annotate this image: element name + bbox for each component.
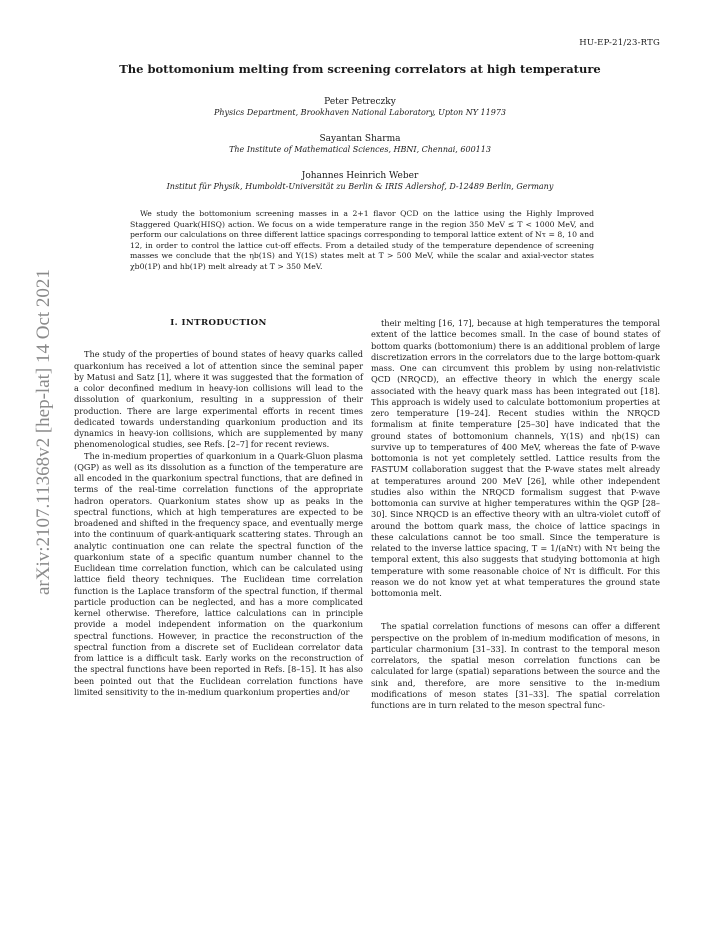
author-name-1: Peter Petreczky	[324, 97, 396, 107]
section-heading: I. INTRODUCTION	[170, 318, 267, 328]
paragraph: The study of the properties of bound states of heavy quarks called quarkonium has received a lot of attention since the seminal paper by Matusi and Satz [1], where it was suggested that the formation of a color deconfined medium in heavy-ion collisions will lead to the dissolution of quarkonium, resulting in a suppression of their production. There are large experimental efforts in recent times dedicated towards understanding quarkonium production and its dynamics in heavy-ion collisions, which are supplemented by many phenomenological studies, see Refs. [2–7] for recent reviews.	[74, 349, 363, 450]
author-affiliation-3: Institut für Physik, Humboldt-Universität zu Berlin & IRIS Adlershof, D-12489 Berlin, Germany	[166, 182, 554, 191]
paragraph-gap	[371, 599, 660, 621]
paragraph: The spatial correlation functions of mesons can offer a different perspective on the problem of in-medium modification of mesons, in particular charmonium [31–33]. In contrast to the temporal meson correlators, the spatial meson correlation functions can be calculated for large (spatial) separations between the source and the sink and, therefore, are more sensitive to the in-medium modifications of meson states [31–33]. The spatial correlation functions are in turn related to the meson spectral func-	[371, 621, 660, 710]
abstract: We study the bottomonium screening masses in a 2+1 flavor QCD on the lattice using the Highly Improved Staggered Quark(HISQ) action. We focus on a wide temperature range in the region 350 MeV ≤ T < 1000 MeV, and perform our calculations on three different lattice spacings corresponding to temporal lattice extent of Nτ = 8, 10 and 12, in order to control the lattice cut-off effects. From a detailed study of the temperature dependence of screening masses we conclude that the ηb(1S) and Υ(1S) states melt at T > 500 MeV, while the scalar and axial-vector states χb0(1P) and hb(1P) melt already at T > 350 MeV.	[130, 209, 594, 271]
paragraph: The in-medium properties of quarkonium in a Quark-Gluon plasma (QGP) as well as its dissolution as a function of the temperature are all encoded in the quarkonium spectral functions, that are defined in terms of the real-time correlation functions of the appropriate hadron operators. Quarkonium states show up as peaks in the spectral functions, which at high temperatures are expected to be broadened and shifted in the frequency space, and eventually merge into the continuum of quark-antiquark scattering states. Through an analytic continuation one can relate the spectral function of the quarkonium state of a specific quantum number channel to the Euclidean time correlation function, which can be calculated using lattice field theory techniques. The Euclidean time correlation function is the Laplace transform of the spectral function, if thermal particle production can be neglected, and has a more complicated kernel otherwise. Therefore, lattice calculations can in principle provide a model independent information on the quarkonium spectral functions. However, in practice the reconstruction of the spectral function from a discrete set of Euclidean correlator data from lattice is a difficult task. Early works on the reconstruction of the spectral functions have been reported in Refs. [8–15]. It has also been pointed out that the Euclidean correlation functions have limited sensitivity to the in-medium quarkonium properties and/or	[74, 450, 363, 697]
left-column	[74, 318, 363, 698]
author-affiliation-1: Physics Department, Brookhaven National Laboratory, Upton NY 11973	[213, 108, 506, 117]
author-affiliation-2: The Institute of Mathematical Sciences, HBNI, Chennai, 600113	[229, 145, 491, 154]
author-name-3: Johannes Heinrich Weber	[301, 171, 419, 181]
author-name-2: Sayantan Sharma	[319, 134, 401, 144]
paragraph: their melting [16, 17], because at high temperatures the temporal extent of the lattice becomes small. In the case of bound states of bottom quarks (bottomonium) there is an additional problem of large discretization errors in the correlators due to the large bottom-quark mass. One can circumvent this problem by using non-relativistic QCD (NRQCD), an effective theory in which the energy scale associated with the heavy quark mass has been integrated out [18]. This approach is widely used to calculate bottomonium properties at zero temperature [19–24]. Recent studies within the NRQCD formalism at finite temperature [25–30] have indicated that the ground states of bottomonium channels, Υ(1S) and ηb(1S) can survive up to temperatures of 400 MeV, whereas the fate of P-wave bottomonia is not yet completely settled. Lattice results from the FASTUM collaboration suggest that the P-wave states melt already at temperatures around 200 MeV [26], while other independent studies also within the NRQCD formalism suggest that P-wave bottomonia can survive at higher temperatures within the QGP [28–30]. Since NRQCD is an effective theory with an ultra-violet cutoff of around the bottom quark mass, the choice of lattice spacings in these calculations cannot be too small. Since the temperature is related to the inverse lattice spacing, T = 1/(aNτ) with Nτ being the temporal extent, this also suggests that studying bottomonia at high temperature with some reasonable choice of Nτ is difficult. For this reason we do not know yet at what temperatures the ground state bottomonia melt.	[371, 318, 660, 598]
right-column	[371, 318, 660, 711]
arxiv-identifier-stamp: arXiv:2107.11368v2 [hep-lat] 14 Oct 2021	[33, 269, 54, 595]
report-number: HU-EP-21/23-RTG	[579, 38, 660, 48]
paper-title: The bottomonium melting from screening correlators at high temperature	[119, 62, 601, 76]
